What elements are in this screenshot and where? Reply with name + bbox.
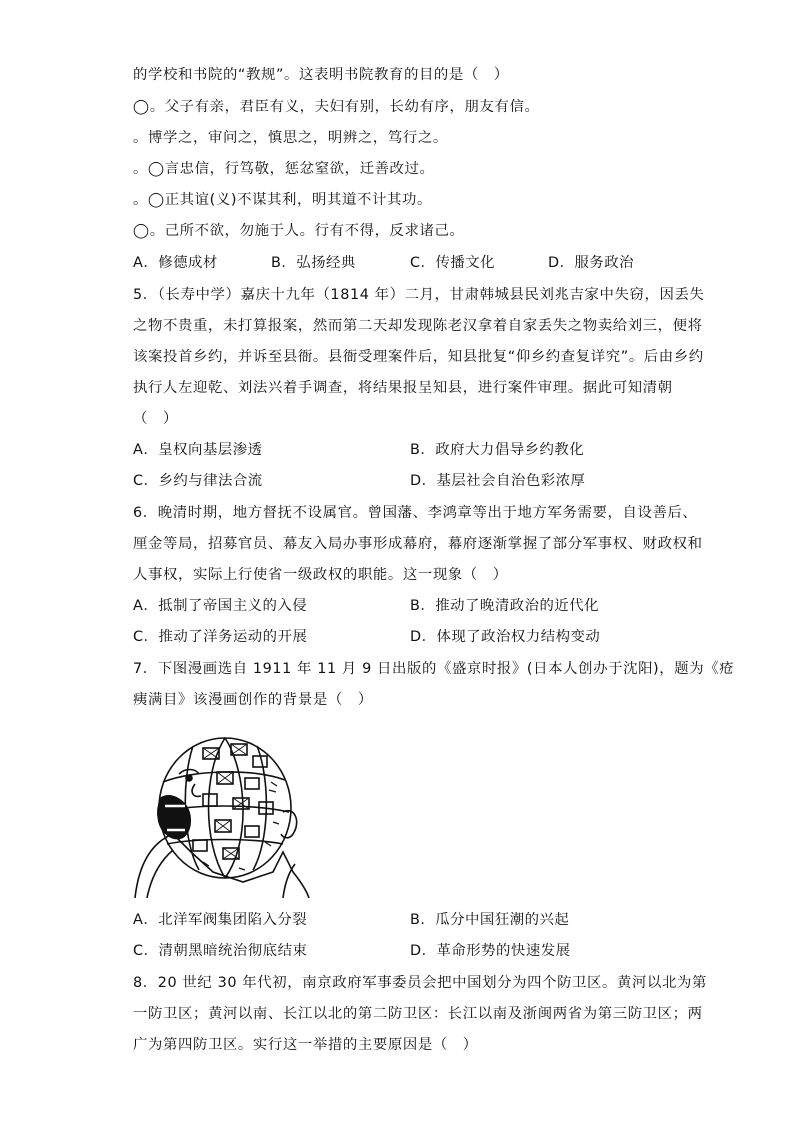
q4-option-a: A．修德成材 bbox=[133, 255, 218, 271]
q4-option-d: D．服务政治 bbox=[548, 255, 635, 271]
q4-quote-5: ◯。己所不欲，勿施于人。行有不得，反求诸己。 bbox=[133, 223, 465, 239]
q6-line-1: 6．晚清时期，地方督抚不设属官。曾国藩、李鸿章等出于地方军务需要，自设善后、 bbox=[133, 505, 698, 521]
cartoon-drawing bbox=[133, 722, 311, 898]
q5-option-c: C．乡约与律法合流 bbox=[133, 473, 263, 489]
q4-quote-1: ◯。父子有亲，君臣有义，夫妇有别，长幼有序，朋友有信。 bbox=[133, 99, 540, 115]
q8-line-2: 一防卫区；黄河以南、长江以北的第二防卫区：长江以南及浙闽两省为第三防卫区；两 bbox=[133, 1006, 703, 1022]
q7-option-a: A．北洋军阀集团陷入分裂 bbox=[133, 912, 308, 928]
q4-quote-2: 。博学之，审问之，慎思之，明辨之，笃行之。 bbox=[133, 130, 448, 146]
q6-option-c: C．推动了洋务运动的开展 bbox=[133, 629, 308, 645]
q6-option-a: A．抵制了帝国主义的入侵 bbox=[133, 598, 308, 614]
q8-line-1: 8．20 世纪 30 年代初，南京政府军事委员会把中国划分为四个防卫区。黄河以北为第 bbox=[133, 975, 707, 991]
q7-option-b: B．瓜分中国狂潮的兴起 bbox=[410, 912, 570, 928]
q4-option-c: C．传播文化 bbox=[410, 255, 496, 271]
q4-stem: 的学校和书院的“教规”。这表明书院教育的目的是（ ） bbox=[133, 67, 509, 83]
q7-option-c: C．清朝黑暗统治彻底结束 bbox=[133, 943, 308, 959]
q7-line-1: 7．下图漫画选自 1911 年 11 月 9 日出版的《盛京时报》(日本人创办于沈阳)，题为《疮 bbox=[133, 661, 735, 677]
q5-option-d: D．基层社会自治色彩浓厚 bbox=[410, 473, 586, 489]
q7-option-d: D．革命形势的快速发展 bbox=[410, 943, 571, 959]
q5-line-5: （ ） bbox=[133, 411, 178, 427]
q5-line-2: 之物不贵重，未打算报案，然而第二天却发现陈老汉拿着自家丢失之物卖给刘三，便将 bbox=[133, 318, 703, 334]
q5-line-1: 5．（长寿中学）嘉庆十九年（1814 年）二月，甘肃韩城县民刘兆吉家中失窃，因丢失 bbox=[133, 287, 705, 303]
q4-quote-3: 。◯言忠信，行笃敬，惩忿窒欲，迁善改过。 bbox=[133, 161, 435, 177]
q4-quote-4: 。◯正其谊(义)不谋其利，明其道不计其功。 bbox=[133, 192, 432, 208]
q5-option-a: A．皇权向基层渗透 bbox=[133, 442, 263, 458]
q5-line-3: 该案投首乡约，并诉至县衙。县衙受理案件后，知县批复“仰乡约查复详究”。后由乡约 bbox=[133, 349, 704, 365]
q6-option-d: D．体现了政治权力结构变动 bbox=[410, 629, 601, 645]
q4-option-b: B．弘扬经典 bbox=[271, 255, 356, 271]
cartoon-image bbox=[133, 722, 311, 898]
q6-option-b: B．推动了晚清政治的近代化 bbox=[410, 598, 600, 614]
q5-option-b: B．政府大力倡导乡约教化 bbox=[410, 442, 585, 458]
q7-line-2: 痍满目》该漫画创作的背景是（ ） bbox=[133, 692, 373, 708]
q5-line-4: 执行人左迎乾、刘法兴着手调查，将结果报呈知县，进行案件审理。据此可知清朝 bbox=[133, 380, 673, 396]
q8-line-3: 广为第四防卫区。实行这一举措的主要原因是（ ） bbox=[133, 1037, 478, 1053]
q6-line-3: 人事权，实际上行使省一级政权的职能。这一现象（ ） bbox=[133, 567, 508, 583]
q6-line-2: 厘金等局，招募官员、幕友入局办事形成幕府，幕府逐渐掌握了部分军事权、财政权和 bbox=[133, 536, 703, 552]
